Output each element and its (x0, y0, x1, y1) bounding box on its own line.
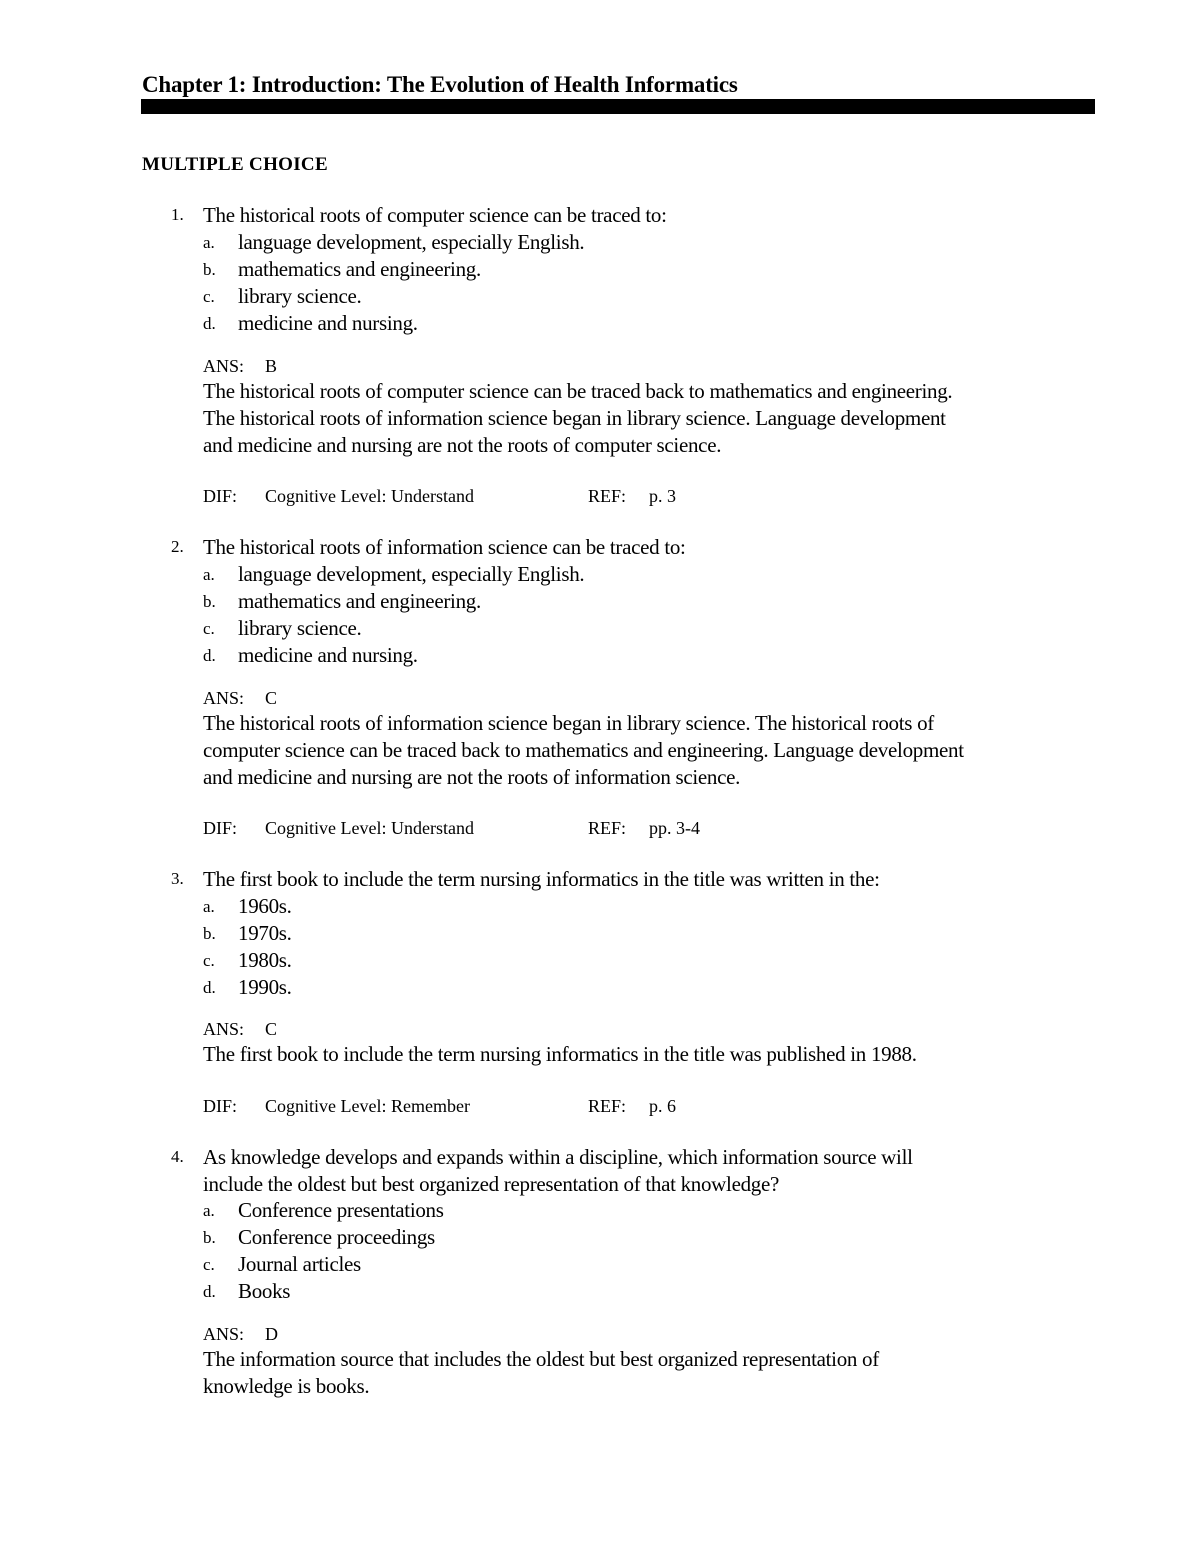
reference-value: pp. 3-4 (649, 818, 700, 838)
title-rule (141, 99, 1095, 114)
reference-label: REF: (588, 486, 627, 506)
option-text: library science. (238, 616, 362, 640)
option-letter: c. (203, 951, 215, 970)
option-letter: c. (203, 619, 215, 638)
option-letter: a. (203, 1201, 215, 1220)
difficulty-label: DIF: (203, 818, 238, 838)
option-letter: a. (203, 233, 215, 252)
option-letter: b. (203, 1228, 216, 1247)
chapter-title: Chapter 1: Introduction: The Evolution of Health Informatics (142, 72, 738, 97)
option-text: Books (238, 1279, 291, 1303)
rationale-line: The first book to include the term nursing informatics in the title was published in 1988. (203, 1042, 917, 1066)
option-text: Conference proceedings (238, 1225, 435, 1249)
answer-label: ANS: (203, 1019, 245, 1039)
question-number: 4. (171, 1147, 184, 1166)
difficulty-value: Cognitive Level: Understand (265, 486, 474, 506)
difficulty-label: DIF: (203, 1096, 238, 1116)
question-stem: include the oldest but best organized representation of that knowledge? (203, 1172, 780, 1196)
rationale-line: and medicine and nursing are not the roots of information science. (203, 765, 741, 789)
option-letter: d. (203, 978, 216, 997)
answer-value: D (265, 1324, 278, 1344)
option-letter: d. (203, 1282, 216, 1301)
option-text: library science. (238, 284, 362, 308)
option-letter: c. (203, 1255, 215, 1274)
rationale-line: knowledge is books. (203, 1374, 370, 1398)
option-text: 1990s. (238, 975, 292, 999)
question-number: 2. (171, 537, 184, 556)
option-text: medicine and nursing. (238, 311, 418, 335)
option-letter: b. (203, 924, 216, 943)
rationale-line: The historical roots of information science began in library science. Language development (203, 406, 946, 430)
reference-label: REF: (588, 1096, 627, 1116)
reference-label: REF: (588, 818, 627, 838)
option-letter: c. (203, 287, 215, 306)
option-letter: b. (203, 592, 216, 611)
section-heading: MULTIPLE CHOICE (142, 154, 328, 175)
answer-value: C (265, 1019, 278, 1039)
option-text: Journal articles (238, 1252, 361, 1276)
option-text: 1980s. (238, 948, 292, 972)
rationale-line: The historical roots of computer science can be traced back to mathematics and engineering. (203, 379, 953, 403)
option-letter: d. (203, 646, 216, 665)
question-stem: As knowledge develops and expands within a discipline, which information source will (203, 1145, 913, 1169)
option-text: 1970s. (238, 921, 292, 945)
answer-value: B (265, 356, 278, 376)
answer-label: ANS: (203, 1324, 245, 1344)
difficulty-label: DIF: (203, 486, 238, 506)
option-text: language development, especially English. (238, 562, 585, 586)
option-letter: a. (203, 897, 215, 916)
option-text: Conference presentations (238, 1198, 444, 1222)
rationale-line: computer science can be traced back to mathematics and engineering. Language development (203, 738, 964, 762)
option-text: language development, especially English. (238, 230, 585, 254)
difficulty-value: Cognitive Level: Understand (265, 818, 474, 838)
reference-value: p. 3 (649, 486, 676, 506)
answer-value: C (265, 688, 278, 708)
question-stem: The first book to include the term nursing informatics in the title was written in the: (203, 867, 880, 891)
question-stem: The historical roots of information science can be traced to: (203, 535, 686, 559)
option-text: mathematics and engineering. (238, 589, 481, 613)
option-letter: b. (203, 260, 216, 279)
rationale-line: The historical roots of information science began in library science. The historical roots of (203, 711, 934, 735)
option-letter: d. (203, 314, 216, 333)
rationale-line: The information source that includes the oldest but best organized representation of (203, 1347, 879, 1371)
difficulty-value: Cognitive Level: Remember (265, 1096, 470, 1116)
reference-value: p. 6 (649, 1096, 676, 1116)
answer-label: ANS: (203, 356, 245, 376)
option-letter: a. (203, 565, 215, 584)
option-text: mathematics and engineering. (238, 257, 481, 281)
question-stem: The historical roots of computer science can be traced to: (203, 203, 667, 227)
rationale-line: and medicine and nursing are not the roots of computer science. (203, 433, 722, 457)
option-text: 1960s. (238, 894, 292, 918)
question-number: 3. (171, 869, 184, 888)
question-number: 1. (171, 205, 184, 224)
option-text: medicine and nursing. (238, 643, 418, 667)
answer-label: ANS: (203, 688, 245, 708)
